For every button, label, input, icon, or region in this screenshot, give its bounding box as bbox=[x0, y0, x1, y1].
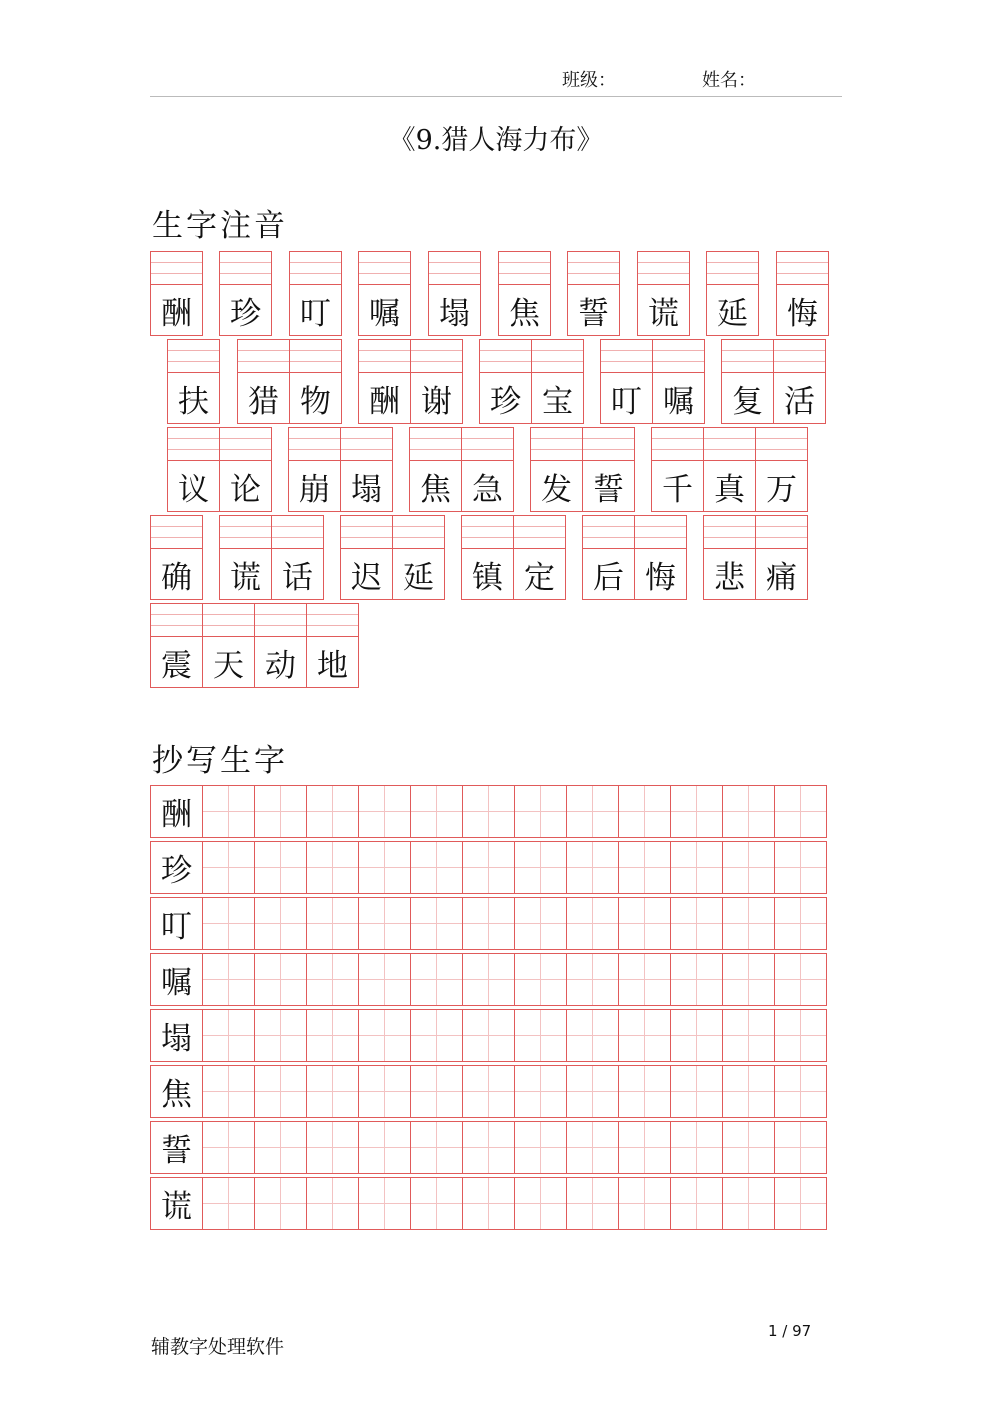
tianzige-cell bbox=[706, 251, 759, 336]
hanzi-char: 动 bbox=[265, 647, 296, 684]
copy-write-box[interactable] bbox=[670, 785, 723, 838]
vocab-word bbox=[219, 515, 324, 600]
copy-write-box[interactable] bbox=[358, 953, 411, 1006]
single-char-word bbox=[637, 251, 690, 336]
tianzige-cell bbox=[340, 427, 393, 512]
copy-model-char: 珍 bbox=[161, 853, 192, 889]
pinyin-lines[interactable] bbox=[568, 252, 619, 285]
vocab-word bbox=[237, 339, 342, 424]
hanzi-char: 宝 bbox=[542, 383, 573, 420]
copy-write-box[interactable] bbox=[514, 953, 567, 1006]
hanzi-char: 珍 bbox=[490, 383, 521, 420]
pinyin-lines[interactable] bbox=[151, 516, 202, 549]
tianzige-cell bbox=[219, 427, 272, 512]
class-label: 班级： bbox=[562, 70, 616, 91]
tianzige-cell bbox=[479, 339, 532, 424]
copy-write-box[interactable] bbox=[722, 841, 775, 894]
copy-write-box[interactable] bbox=[618, 785, 671, 838]
vocab-word bbox=[409, 427, 514, 512]
copy-write-box[interactable] bbox=[306, 953, 359, 1006]
copy-model-box bbox=[150, 1065, 203, 1118]
hanzi-char: 物 bbox=[300, 383, 331, 420]
tianzige-cell bbox=[637, 251, 690, 336]
pinyin-lines[interactable] bbox=[652, 428, 703, 461]
tianzige-cell bbox=[288, 427, 341, 512]
copy-write-box[interactable] bbox=[722, 1009, 775, 1062]
pinyin-lines[interactable] bbox=[203, 604, 254, 637]
tianzige-cell bbox=[150, 251, 203, 336]
pinyin-lines[interactable] bbox=[168, 340, 219, 373]
copy-model-char: 焦 bbox=[161, 1077, 192, 1113]
copy-write-box[interactable] bbox=[722, 953, 775, 1006]
copy-write-box[interactable] bbox=[618, 1009, 671, 1062]
pinyin-lines[interactable] bbox=[462, 428, 513, 461]
hanzi-char: 确 bbox=[161, 559, 192, 596]
copy-write-box[interactable] bbox=[254, 785, 307, 838]
copy-write-box[interactable] bbox=[774, 1065, 827, 1118]
copy-write-box[interactable] bbox=[306, 1177, 359, 1230]
tianzige-cell bbox=[202, 603, 255, 688]
copy-write-box[interactable] bbox=[618, 897, 671, 950]
tianzige-cell bbox=[340, 515, 393, 600]
copy-write-box[interactable] bbox=[566, 785, 619, 838]
tianzige-cell bbox=[498, 251, 551, 336]
copy-write-box[interactable] bbox=[514, 1009, 567, 1062]
copy-write-box[interactable] bbox=[462, 897, 515, 950]
tianzige-cell bbox=[461, 515, 514, 600]
vocab-word bbox=[288, 427, 393, 512]
pinyin-lines[interactable] bbox=[756, 428, 807, 461]
single-char-word bbox=[567, 251, 620, 336]
hanzi-char: 悔 bbox=[787, 295, 818, 332]
copy-write-box[interactable] bbox=[514, 1121, 567, 1174]
copy-write-box[interactable] bbox=[514, 897, 567, 950]
copy-write-box[interactable] bbox=[358, 785, 411, 838]
hanzi-char: 活 bbox=[784, 383, 815, 420]
pinyin-lines[interactable] bbox=[341, 428, 392, 461]
tianzige-cell bbox=[703, 515, 756, 600]
pinyin-lines[interactable] bbox=[410, 428, 461, 461]
tianzige-cell bbox=[289, 251, 342, 336]
copy-write-box[interactable] bbox=[774, 785, 827, 838]
vocab-word bbox=[167, 339, 220, 424]
hanzi-char: 悔 bbox=[645, 559, 676, 596]
pinyin-lines[interactable] bbox=[601, 340, 652, 373]
copy-write-box[interactable] bbox=[566, 841, 619, 894]
copy-write-box[interactable] bbox=[670, 953, 723, 1006]
tianzige-cell bbox=[167, 427, 220, 512]
vocab-word bbox=[167, 427, 272, 512]
pinyin-lines[interactable] bbox=[290, 252, 341, 285]
pinyin-lines[interactable] bbox=[722, 340, 773, 373]
tianzige-cell bbox=[776, 251, 829, 336]
tianzige-cell bbox=[513, 515, 566, 600]
copy-write-box[interactable] bbox=[618, 953, 671, 1006]
pinyin-lines[interactable] bbox=[289, 428, 340, 461]
copy-write-box[interactable] bbox=[514, 841, 567, 894]
tianzige-cell bbox=[567, 251, 620, 336]
hanzi-char: 嘱 bbox=[663, 383, 694, 420]
hanzi-char: 叮 bbox=[611, 383, 642, 420]
copy-write-box[interactable] bbox=[774, 1121, 827, 1174]
name-label: 姓名： bbox=[702, 70, 756, 91]
copy-write-box[interactable] bbox=[202, 1121, 255, 1174]
copy-model-box bbox=[150, 1177, 203, 1230]
pinyin-lines[interactable] bbox=[777, 252, 828, 285]
copy-write-box[interactable] bbox=[514, 1177, 567, 1230]
copy-write-box[interactable] bbox=[462, 1177, 515, 1230]
hanzi-char: 谎 bbox=[230, 559, 261, 596]
copy-write-box[interactable] bbox=[774, 841, 827, 894]
pinyin-lines[interactable] bbox=[307, 604, 358, 637]
hanzi-char: 誓 bbox=[593, 471, 624, 508]
copy-write-box[interactable] bbox=[462, 841, 515, 894]
tianzige-cell bbox=[167, 339, 220, 424]
pinyin-lines[interactable] bbox=[704, 516, 755, 549]
copy-write-box[interactable] bbox=[566, 897, 619, 950]
copy-write-box[interactable] bbox=[774, 1177, 827, 1230]
pinyin-lines[interactable] bbox=[531, 428, 582, 461]
pinyin-lines[interactable] bbox=[151, 604, 202, 637]
single-char-word bbox=[289, 251, 342, 336]
copy-write-box[interactable] bbox=[618, 841, 671, 894]
tianzige-cell bbox=[219, 251, 272, 336]
hanzi-char: 复 bbox=[732, 383, 763, 420]
tianzige-cell bbox=[358, 251, 411, 336]
single-char-word bbox=[428, 251, 481, 336]
tianzige-cell bbox=[652, 339, 705, 424]
page-title: 《9.猎人海力布》 bbox=[388, 125, 604, 156]
copy-write-box[interactable] bbox=[358, 1121, 411, 1174]
hanzi-char: 天 bbox=[213, 647, 244, 684]
pinyin-lines[interactable] bbox=[774, 340, 825, 373]
copy-write-box[interactable] bbox=[566, 1177, 619, 1230]
copy-row bbox=[150, 1009, 827, 1062]
copy-write-box[interactable] bbox=[254, 1177, 307, 1230]
footer-software: 辅教字处理软件 bbox=[151, 1336, 285, 1358]
copy-write-box[interactable] bbox=[670, 1177, 723, 1230]
copy-write-box[interactable] bbox=[722, 1121, 775, 1174]
vocab-word bbox=[479, 339, 584, 424]
tianzige-cell bbox=[254, 603, 307, 688]
hanzi-char: 谢 bbox=[421, 383, 452, 420]
copy-write-box[interactable] bbox=[306, 1065, 359, 1118]
copy-model-box bbox=[150, 897, 203, 950]
pinyin-lines[interactable] bbox=[514, 516, 565, 549]
pinyin-lines[interactable] bbox=[272, 516, 323, 549]
tianzige-cell bbox=[237, 339, 290, 424]
hanzi-char: 痛 bbox=[766, 559, 797, 596]
hanzi-char: 话 bbox=[282, 559, 313, 596]
hanzi-char: 镇 bbox=[472, 559, 503, 596]
pinyin-lines[interactable] bbox=[707, 252, 758, 285]
tianzige-cell bbox=[582, 515, 635, 600]
vocab-word bbox=[358, 339, 463, 424]
pinyin-lines[interactable] bbox=[411, 340, 462, 373]
hanzi-char: 万 bbox=[766, 471, 797, 508]
copy-row bbox=[150, 785, 827, 838]
hanzi-char: 嘱 bbox=[369, 295, 400, 332]
hanzi-char: 猎 bbox=[248, 383, 279, 420]
copy-write-box[interactable] bbox=[670, 1121, 723, 1174]
pinyin-lines[interactable] bbox=[583, 516, 634, 549]
pinyin-lines[interactable] bbox=[429, 252, 480, 285]
copy-model-box bbox=[150, 1121, 203, 1174]
copy-row bbox=[150, 897, 827, 950]
tianzige-cell bbox=[531, 339, 584, 424]
single-char-word bbox=[498, 251, 551, 336]
single-char-word bbox=[150, 251, 203, 336]
pinyin-lines[interactable] bbox=[220, 252, 271, 285]
hanzi-char: 地 bbox=[317, 647, 348, 684]
copy-write-box[interactable] bbox=[410, 1177, 463, 1230]
hanzi-char: 后 bbox=[593, 559, 624, 596]
hanzi-char: 延 bbox=[403, 559, 434, 596]
copy-write-box[interactable] bbox=[410, 841, 463, 894]
tianzige-cell bbox=[461, 427, 514, 512]
vocab-word bbox=[340, 515, 445, 600]
hanzi-char: 扶 bbox=[178, 383, 209, 420]
copy-write-box[interactable] bbox=[670, 841, 723, 894]
hanzi-char: 千 bbox=[662, 471, 693, 508]
pinyin-lines[interactable] bbox=[653, 340, 704, 373]
copy-model-char: 谎 bbox=[161, 1189, 192, 1225]
hanzi-char: 定 bbox=[524, 559, 555, 596]
copy-write-box[interactable] bbox=[254, 1009, 307, 1062]
tianzige-cell bbox=[271, 515, 324, 600]
pinyin-lines[interactable] bbox=[341, 516, 392, 549]
single-char-word bbox=[219, 251, 272, 336]
copy-write-box[interactable] bbox=[202, 897, 255, 950]
pinyin-lines[interactable] bbox=[290, 340, 341, 373]
copy-write-box[interactable] bbox=[774, 1009, 827, 1062]
pinyin-lines[interactable] bbox=[635, 516, 686, 549]
hanzi-char: 酬 bbox=[161, 295, 192, 332]
tianzige-cell bbox=[703, 427, 756, 512]
copy-write-box[interactable] bbox=[410, 785, 463, 838]
pinyin-lines[interactable] bbox=[151, 252, 202, 285]
hanzi-char: 延 bbox=[717, 295, 748, 332]
copy-write-box[interactable] bbox=[202, 1177, 255, 1230]
copy-model-char: 塌 bbox=[161, 1021, 192, 1057]
copy-write-box[interactable] bbox=[462, 785, 515, 838]
tianzige-cell bbox=[721, 339, 774, 424]
copy-write-box[interactable] bbox=[202, 1009, 255, 1062]
copy-model-char: 嘱 bbox=[161, 965, 192, 1001]
hanzi-char: 谎 bbox=[648, 295, 679, 332]
copy-write-box[interactable] bbox=[410, 1065, 463, 1118]
copy-write-box[interactable] bbox=[254, 1121, 307, 1174]
hanzi-char: 崩 bbox=[299, 471, 330, 508]
copy-write-box[interactable] bbox=[566, 1065, 619, 1118]
tianzige-cell bbox=[392, 515, 445, 600]
copy-write-box[interactable] bbox=[202, 953, 255, 1006]
copy-model-char: 酬 bbox=[161, 797, 192, 833]
hanzi-char: 急 bbox=[472, 471, 503, 508]
hanzi-char: 酬 bbox=[369, 383, 400, 420]
copy-model-box bbox=[150, 1009, 203, 1062]
copy-model-char: 誓 bbox=[161, 1133, 192, 1169]
pinyin-lines[interactable] bbox=[704, 428, 755, 461]
pinyin-lines[interactable] bbox=[220, 516, 271, 549]
tianzige-cell bbox=[150, 603, 203, 688]
hanzi-char: 迟 bbox=[351, 559, 382, 596]
copy-write-box[interactable] bbox=[618, 1121, 671, 1174]
copy-write-box[interactable] bbox=[722, 1177, 775, 1230]
copy-write-box[interactable] bbox=[774, 897, 827, 950]
copy-write-box[interactable] bbox=[462, 1121, 515, 1174]
pinyin-lines[interactable] bbox=[359, 340, 410, 373]
copy-write-box[interactable] bbox=[254, 1065, 307, 1118]
copy-write-box[interactable] bbox=[618, 1177, 671, 1230]
copy-write-box[interactable] bbox=[358, 1177, 411, 1230]
copy-write-box[interactable] bbox=[306, 897, 359, 950]
tianzige-cell bbox=[358, 339, 411, 424]
copy-row bbox=[150, 1065, 827, 1118]
copy-row bbox=[150, 1121, 827, 1174]
tianzige-cell bbox=[582, 427, 635, 512]
copy-write-box[interactable] bbox=[514, 1065, 567, 1118]
copy-write-box[interactable] bbox=[722, 1065, 775, 1118]
pinyin-lines[interactable] bbox=[638, 252, 689, 285]
tianzige-cell bbox=[409, 427, 462, 512]
single-char-word bbox=[706, 251, 759, 336]
copy-write-box[interactable] bbox=[306, 841, 359, 894]
copy-write-box[interactable] bbox=[306, 1121, 359, 1174]
copy-write-box[interactable] bbox=[358, 1065, 411, 1118]
copy-write-box[interactable] bbox=[358, 897, 411, 950]
copy-write-box[interactable] bbox=[774, 953, 827, 1006]
copy-write-box[interactable] bbox=[722, 897, 775, 950]
hanzi-char: 焦 bbox=[420, 471, 451, 508]
tianzige-cell bbox=[755, 427, 808, 512]
tianzige-cell bbox=[651, 427, 704, 512]
copy-write-box[interactable] bbox=[254, 841, 307, 894]
copy-write-box[interactable] bbox=[566, 1009, 619, 1062]
section-copy-heading: 抄写生字 bbox=[152, 743, 288, 779]
copy-write-box[interactable] bbox=[566, 953, 619, 1006]
copy-write-box[interactable] bbox=[566, 1121, 619, 1174]
vocab-word bbox=[150, 515, 203, 600]
hanzi-char: 珍 bbox=[230, 295, 261, 332]
vocab-word bbox=[721, 339, 826, 424]
copy-write-box[interactable] bbox=[670, 1009, 723, 1062]
tianzige-cell bbox=[150, 515, 203, 600]
pinyin-lines[interactable] bbox=[756, 516, 807, 549]
copy-write-box[interactable] bbox=[670, 1065, 723, 1118]
copy-write-box[interactable] bbox=[358, 1009, 411, 1062]
vocab-word bbox=[461, 515, 566, 600]
tianzige-cell bbox=[428, 251, 481, 336]
hanzi-char: 焦 bbox=[509, 295, 540, 332]
pinyin-lines[interactable] bbox=[220, 428, 271, 461]
copy-row bbox=[150, 953, 827, 1006]
copy-model-char: 叮 bbox=[161, 909, 192, 945]
tianzige-cell bbox=[219, 515, 272, 600]
vocab-word bbox=[582, 515, 687, 600]
pinyin-lines[interactable] bbox=[393, 516, 444, 549]
single-char-word bbox=[358, 251, 411, 336]
pinyin-lines[interactable] bbox=[583, 428, 634, 461]
hanzi-char: 塌 bbox=[439, 295, 470, 332]
vocab-word bbox=[703, 515, 808, 600]
vocab-word bbox=[150, 603, 359, 688]
tianzige-cell bbox=[306, 603, 359, 688]
hanzi-char: 发 bbox=[541, 471, 572, 508]
copy-model-box bbox=[150, 953, 203, 1006]
section-pinyin-heading: 生字注音 bbox=[152, 208, 288, 244]
copy-write-box[interactable] bbox=[462, 1065, 515, 1118]
vocab-word bbox=[530, 427, 635, 512]
tianzige-cell bbox=[289, 339, 342, 424]
hanzi-char: 塌 bbox=[351, 471, 382, 508]
copy-write-box[interactable] bbox=[618, 1065, 671, 1118]
vocab-word bbox=[600, 339, 705, 424]
copy-write-box[interactable] bbox=[410, 953, 463, 1006]
copy-write-box[interactable] bbox=[462, 953, 515, 1006]
hanzi-char: 论 bbox=[230, 471, 261, 508]
page-number: 1 / 97 bbox=[768, 1322, 812, 1340]
hanzi-char: 誓 bbox=[578, 295, 609, 332]
hanzi-char: 悲 bbox=[714, 559, 745, 596]
hanzi-char: 真 bbox=[714, 471, 745, 508]
copy-write-box[interactable] bbox=[202, 841, 255, 894]
copy-row bbox=[150, 841, 827, 894]
pinyin-lines[interactable] bbox=[238, 340, 289, 373]
copy-row bbox=[150, 1177, 827, 1230]
copy-write-box[interactable] bbox=[410, 897, 463, 950]
pinyin-lines[interactable] bbox=[462, 516, 513, 549]
copy-write-box[interactable] bbox=[306, 1009, 359, 1062]
pinyin-lines[interactable] bbox=[359, 252, 410, 285]
copy-write-box[interactable] bbox=[254, 897, 307, 950]
copy-write-box[interactable] bbox=[306, 785, 359, 838]
pinyin-lines[interactable] bbox=[499, 252, 550, 285]
hanzi-char: 震 bbox=[161, 647, 192, 684]
copy-write-box[interactable] bbox=[722, 785, 775, 838]
copy-write-box[interactable] bbox=[670, 897, 723, 950]
copy-model-box bbox=[150, 841, 203, 894]
copy-write-box[interactable] bbox=[254, 953, 307, 1006]
tianzige-cell bbox=[530, 427, 583, 512]
hanzi-char: 叮 bbox=[300, 295, 331, 332]
copy-write-box[interactable] bbox=[202, 785, 255, 838]
copy-write-box[interactable] bbox=[462, 1009, 515, 1062]
vocab-word bbox=[651, 427, 808, 512]
copy-model-box bbox=[150, 785, 203, 838]
tianzige-cell bbox=[410, 339, 463, 424]
pinyin-lines[interactable] bbox=[255, 604, 306, 637]
tianzige-cell bbox=[773, 339, 826, 424]
single-char-word bbox=[776, 251, 829, 336]
copy-write-box[interactable] bbox=[410, 1121, 463, 1174]
copy-write-box[interactable] bbox=[410, 1009, 463, 1062]
copy-write-box[interactable] bbox=[358, 841, 411, 894]
pinyin-lines[interactable] bbox=[532, 340, 583, 373]
tianzige-cell bbox=[634, 515, 687, 600]
pinyin-lines[interactable] bbox=[168, 428, 219, 461]
tianzige-cell bbox=[755, 515, 808, 600]
copy-write-box[interactable] bbox=[514, 785, 567, 838]
pinyin-lines[interactable] bbox=[480, 340, 531, 373]
header-divider bbox=[150, 96, 842, 97]
hanzi-char: 议 bbox=[178, 471, 209, 508]
copy-write-box[interactable] bbox=[202, 1065, 255, 1118]
tianzige-cell bbox=[600, 339, 653, 424]
